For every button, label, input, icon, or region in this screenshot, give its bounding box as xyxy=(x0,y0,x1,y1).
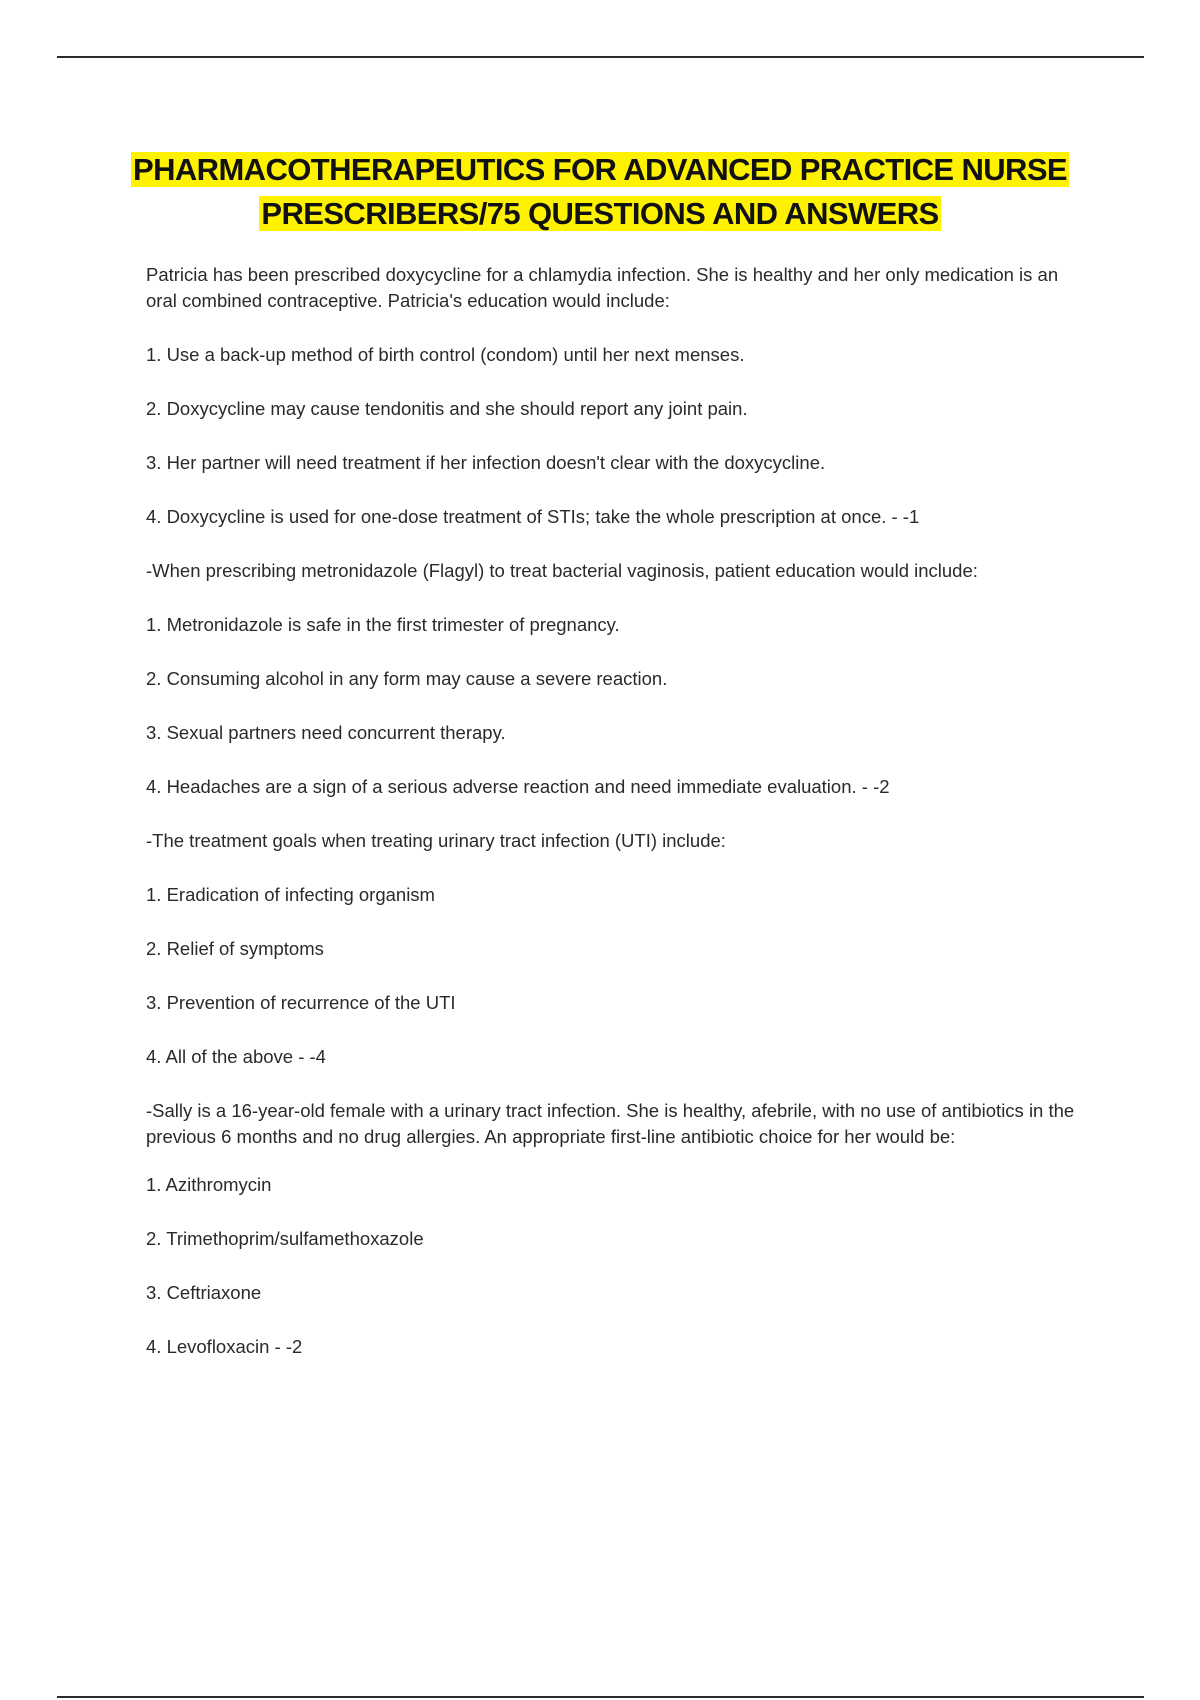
question-3-option-2: 2. Relief of symptoms xyxy=(146,938,324,959)
title-line-2: PRESCRIBERS/75 QUESTIONS AND ANSWERS xyxy=(261,196,939,231)
question-3-option-4: 4. All of the above - -4 xyxy=(146,1046,326,1067)
question-1-option-4: 4. Doxycycline is used for one-dose treatment of STIs; take the whole prescription at once. - -1 xyxy=(146,506,920,527)
question-1-option-2: 2. Doxycycline may cause tendonitis and she should report any joint pain. xyxy=(146,398,748,419)
question-1-option-3: 3. Her partner will need treatment if her infection doesn't clear with the doxycycline. xyxy=(146,452,826,473)
question-2-option-4: 4. Headaches are a sign of a serious adverse reaction and need immediate evaluation. - -2 xyxy=(146,776,890,797)
question-4-option-4: 4. Levofloxacin - -2 xyxy=(146,1336,303,1357)
document-title xyxy=(100,148,1100,236)
question-2-option-2: 2. Consuming alcohol in any form may cause a severe reaction. xyxy=(146,668,668,689)
document-body xyxy=(146,262,1086,1388)
question-4-option-2: 2. Trimethoprim/sulfamethoxazole xyxy=(146,1228,424,1249)
question-2-option-3: 3. Sexual partners need concurrent therapy. xyxy=(146,722,506,743)
question-4-stem: -Sally is a 16-year-old female with a urinary tract infection. She is healthy, afebrile, with no use of antibiotics in the previous 6 months and no drug allergies. An appropriate first-line antibiotic choice for her would be: xyxy=(146,1100,1075,1147)
question-3-option-3: 3. Prevention of recurrence of the UTI xyxy=(146,992,456,1013)
question-1-option-1: 1. Use a back-up method of birth control (condom) until her next menses. xyxy=(146,344,745,365)
question-3-stem: -The treatment goals when treating urinary tract infection (UTI) include: xyxy=(146,830,726,851)
bottom-rule xyxy=(57,1696,1144,1698)
top-rule xyxy=(57,56,1144,58)
question-4-option-1: 1. Azithromycin xyxy=(146,1174,272,1195)
question-4-option-3: 3. Ceftriaxone xyxy=(146,1282,262,1303)
question-1-stem: Patricia has been prescribed doxycycline for a chlamydia infection. She is healthy and her only medication is an oral combined contraceptive. Patricia's education would include: xyxy=(146,264,1059,311)
title-line-1: PHARMACOTHERAPEUTICS FOR ADVANCED PRACTICE NURSE xyxy=(133,152,1067,187)
question-2-option-1: 1. Metronidazole is safe in the first trimester of pregnancy. xyxy=(146,614,620,635)
question-3-option-1: 1. Eradication of infecting organism xyxy=(146,884,435,905)
question-2-stem: -When prescribing metronidazole (Flagyl) to treat bacterial vaginosis, patient education would include: xyxy=(146,560,978,581)
